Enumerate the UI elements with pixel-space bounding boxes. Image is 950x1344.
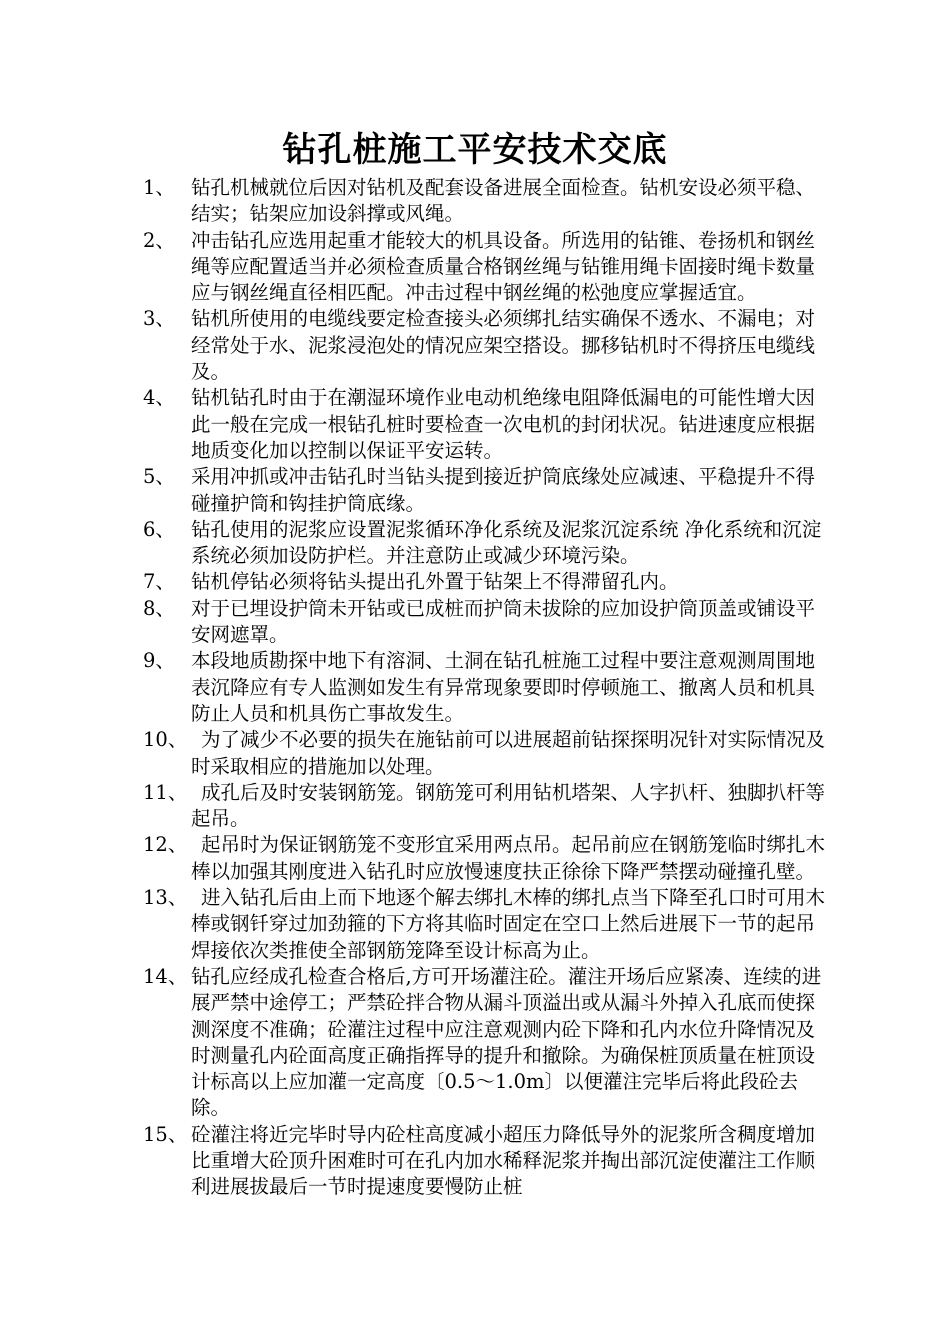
item-number: 15、 bbox=[143, 1122, 188, 1146]
list-item bbox=[143, 885, 833, 964]
item-number: 7、 bbox=[143, 570, 175, 594]
item-text: 为了减少不必要的损失在施钻前可以进展超前钻探探明况针对实际情况及时采取相应的措施加以处理。 bbox=[191, 728, 826, 778]
list-item bbox=[143, 569, 833, 595]
item-text: 成孔后及时安装钢筋笼。钢筋笼可利用钻机塔架、人字扒杆、独脚扒杆等起吊。 bbox=[191, 780, 826, 831]
item-text: 钻机钻孔时由于在潮湿环境作业电动机绝缘电阻降低漏电的可能性增大因此一般在完成一根钻孔桩时要检查一次电机的封闭状况。钻进速度应根据地质变化加以控制以保证平安运转。 bbox=[191, 386, 816, 462]
item-text: 本段地质勘探中地下有溶洞、土洞在钻孔桩施工过程中要注意观测周围地表沉降应有专人监测如发生有异常现象要即时停顿施工、撤离人员和机具防止人员和机具伤亡事故发生。 bbox=[191, 649, 816, 725]
list-item bbox=[143, 1122, 833, 1201]
item-number: 6、 bbox=[143, 517, 175, 541]
list-item bbox=[143, 832, 833, 885]
item-text: 进入钻孔后由上而下地逐个解去绑扎木棒的绑扎点当下降至孔口时可用木棒或钢钎穿过加劲箍的下方将其临时固定在空口上然后进展下一节的起吊焊接依次类推使全部钢筋笼降至设计标高为止。 bbox=[191, 886, 826, 962]
list-item bbox=[143, 727, 833, 780]
item-number: 1、 bbox=[143, 176, 175, 199]
list-item bbox=[143, 306, 833, 385]
item-number: 10、 bbox=[143, 728, 188, 752]
item-number: 9、 bbox=[143, 649, 175, 673]
list-item bbox=[143, 228, 833, 307]
item-number: 12、 bbox=[143, 833, 188, 857]
item-number: 13、 bbox=[143, 886, 188, 910]
item-text: 钻机所使用的电缆线要定检查接头必须绑扎结实确保不透水、不漏电；对经常处于水、泥浆浸泡处的情况应架空搭设。挪移钻机时不得挤压电缆线及。 bbox=[191, 307, 816, 384]
list-item bbox=[143, 175, 833, 228]
item-number: 5、 bbox=[143, 465, 175, 489]
list-item bbox=[143, 464, 833, 517]
document-title: 钻孔桩施工平安技术交底 bbox=[282, 130, 668, 170]
list-item bbox=[143, 964, 833, 1122]
item-number: 3、 bbox=[143, 307, 175, 331]
item-number: 11、 bbox=[143, 780, 188, 804]
item-text: 采用冲抓或冲击钻孔时当钻头提到接近护筒底缘处应减速、平稳提升不得碰撞护筒和钩挂护筒底缘。 bbox=[191, 465, 816, 515]
item-text: 砼灌注将近完毕时导内砼柱高度减小超压力降低导外的泥浆所含稠度增加比重增大砼顶升困难时可在孔内加水稀释泥浆并掏出部沉淀使灌注工作顺利进展拔最后一节时提速度要慢防止桩 bbox=[191, 1122, 816, 1199]
item-text: 起吊时为保证钢筋笼不变形宜采用两点吊。起吊前应在钢筋笼临时绑扎木棒以加强其刚度进入钻孔时应放慢速度扶正徐徐下降严禁摆动碰撞孔壁。 bbox=[191, 833, 826, 883]
item-number: 14、 bbox=[143, 964, 188, 988]
item-text: 钻孔机械就位后因对钻机及配套设备进展全面检查。钻机安设必须平稳、结实；钻架应加设斜撑或风绳。 bbox=[191, 176, 816, 226]
item-number: 2、 bbox=[143, 228, 175, 252]
list-item bbox=[143, 780, 833, 833]
list-item bbox=[143, 596, 833, 649]
list-item bbox=[143, 517, 833, 570]
list-item bbox=[143, 385, 833, 464]
item-text: 冲击钻孔应选用起重才能较大的机具设备。所选用的钻锥、卷扬机和钢丝绳等应配置适当并必须检查质量合格钢丝绳与钻锥用绳卡固接时绳卡数量应与钢丝绳直径相匹配。冲击过程中钢丝绳的松弛度应掌握适宜。 bbox=[191, 228, 816, 305]
item-text: 钻孔使用的泥浆应设置泥浆循环净化系统及泥浆沉淀系统 净化系统和沉淀系统必须加设防护栏。并注意防止或减少环境污染。 bbox=[191, 517, 822, 568]
list-item bbox=[143, 648, 833, 727]
safety-item-list bbox=[143, 175, 833, 1201]
item-text: 钻孔应经成孔检查合格后,方可开场灌注砼。灌注开场后应紧凑、连续的进展严禁中途停工；严禁砼拌合物从漏斗顶溢出或从漏斗外掉入孔底而使探测深度不准确；砼灌注过程中应注意观测内砼下降和孔内水位升降情况及时测量孔内砼面高度正确指挥导的提升和撤除。为确保桩顶质量在桩顶设计标高以上应加灌一定高度〔0.5～1.0m〕以便灌注完毕后将此段砼去除。 bbox=[191, 964, 822, 1120]
item-number: 4、 bbox=[143, 386, 175, 410]
item-text: 钻机停钻必须将钻头提出孔外置于钻架上不得滞留孔内。 bbox=[191, 570, 679, 594]
item-text: 对于已埋设护筒未开钻或已成桩而护筒未拔除的应加设护筒顶盖或铺设平安网遮罩。 bbox=[191, 596, 816, 647]
item-number: 8、 bbox=[143, 596, 175, 620]
